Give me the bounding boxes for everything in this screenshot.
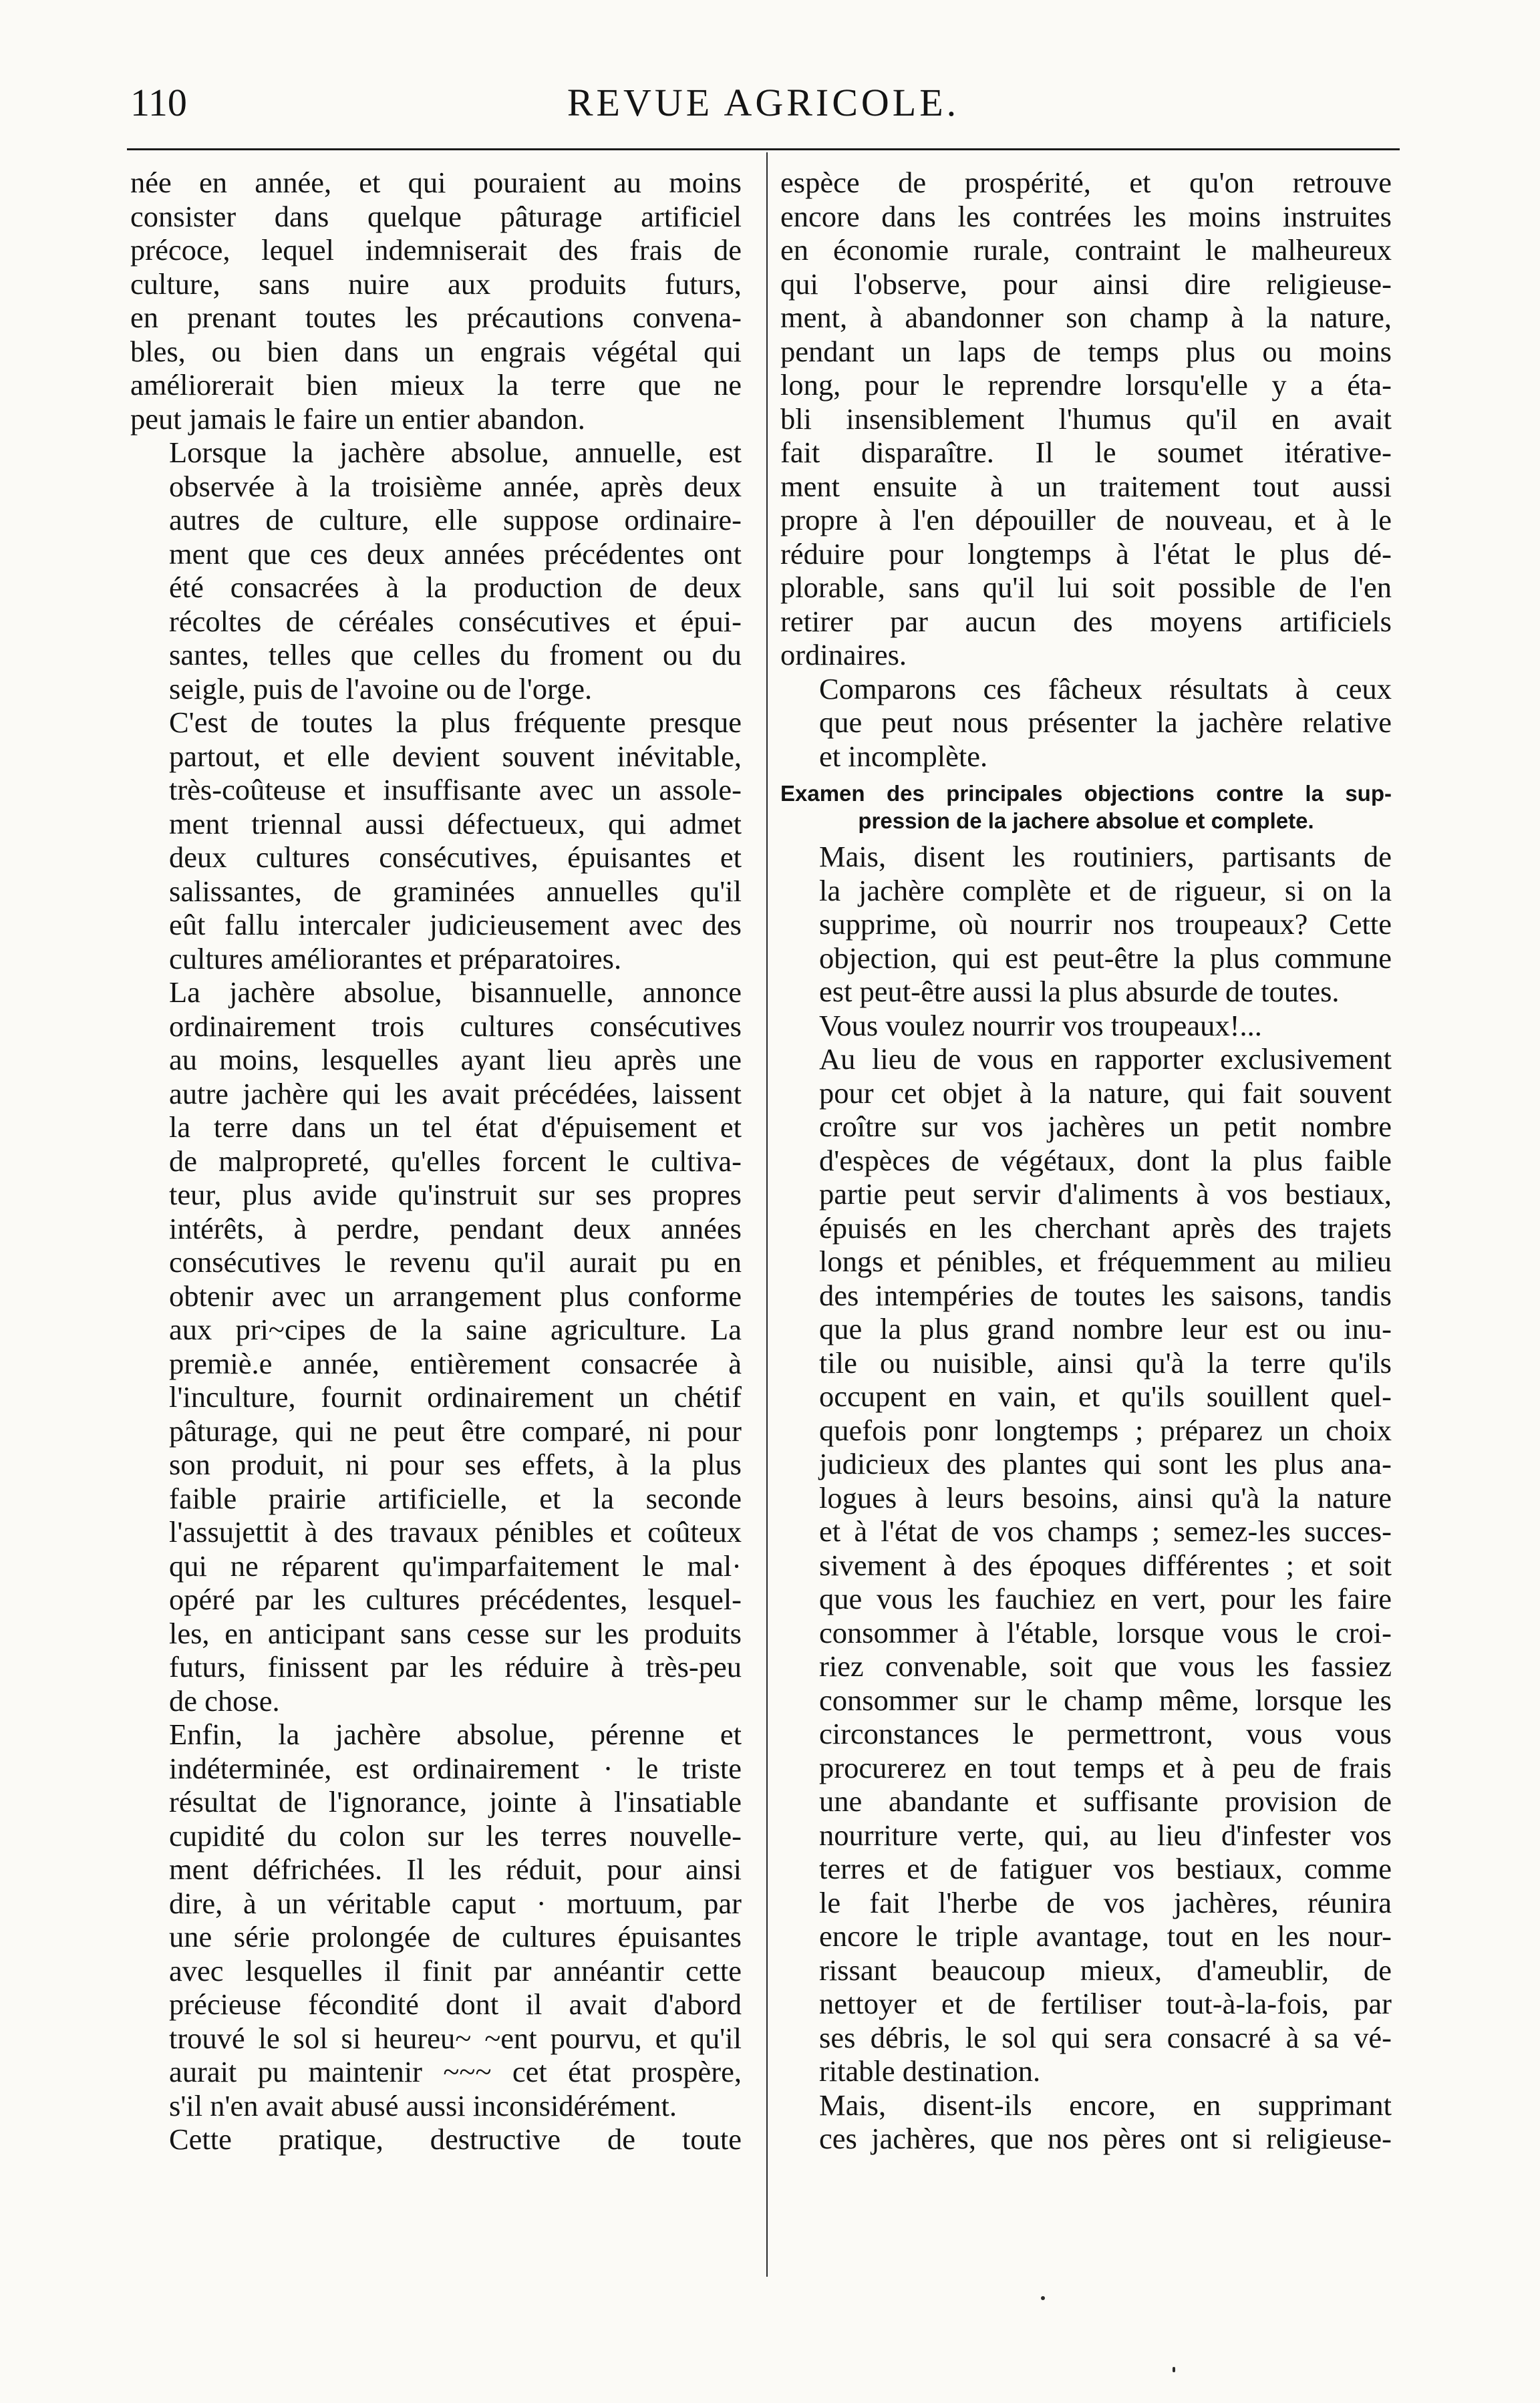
text-line: la jachère complète et de rigueur, si on la — [819, 873, 1392, 907]
text-line: salissantes, de graminées annuelles qu'il — [169, 874, 742, 908]
paragraph — [130, 2122, 742, 2156]
text-line: pour cet objet à la nature, qui fait souvent — [819, 1076, 1392, 1110]
text-line: de chose. — [169, 1684, 280, 1718]
text-line: consommer sur le champ même, lorsque les — [819, 1683, 1392, 1717]
text-line: ment triennal aussi défectueux, qui admet — [169, 806, 742, 840]
text-line: nourriture verte, qui, au lieu d'infester vos — [819, 1818, 1392, 1852]
text-line: épuisés en les cherchant après des trajets — [819, 1211, 1392, 1245]
text-line: partie peut servir d'aliments à vos bestiaux, — [819, 1177, 1392, 1211]
text-line: les, en anticipant sans cesse sur les produits — [169, 1616, 742, 1650]
text-line: en prenant toutes les précautions convena- — [130, 301, 742, 334]
text-line: espèce de prospérité, et qu'on retrouve — [780, 166, 1392, 199]
text-line: sivement à des époques différentes ; et soit — [819, 1548, 1392, 1582]
text-line: précieuse fécondité dont il avait d'abord — [169, 1987, 742, 2021]
text-line: qui ne réparent qu'imparfaitement le mal· — [169, 1549, 742, 1583]
text-line: que la plus grand nombre leur est ou inu- — [819, 1312, 1392, 1345]
text-line: C'est de toutes la plus fréquente presque — [169, 705, 742, 739]
text-line: nettoyer et de fertiliser tout-à-la-fois, par — [819, 1987, 1392, 2020]
text-line: encore le triple avantage, tout en les nour- — [819, 1919, 1392, 1953]
text-line: Comparons ces fâcheux résultats à ceux — [819, 671, 1392, 705]
paragraph — [780, 166, 1392, 672]
text-line: pendant un laps de temps plus ou moins — [780, 334, 1392, 368]
text-line: opéré par les cultures précédentes, lesquel- — [169, 1583, 742, 1616]
paragraph — [130, 975, 742, 1718]
paragraph — [780, 1009, 1392, 2088]
text-line: peut jamais le faire un entier abandon. — [130, 402, 585, 436]
text-line: très-coûteuse et insuffisante avec un assole- — [169, 773, 742, 806]
text-line: logues à leurs besoins, ainsi qu'à la nature — [819, 1480, 1392, 1514]
left-column — [130, 166, 742, 2156]
text-line: ment défrichées. Il les réduit, pour ainsi — [169, 1853, 742, 1886]
text-line: intérêts, à perdre, pendant deux années — [169, 1211, 742, 1245]
text-line: deux cultures consécutives, épuisantes et — [169, 840, 742, 874]
text-line: bles, ou bien dans un engrais végétal qui — [130, 334, 742, 368]
text-line: objection, qui est peut-être la plus commune — [819, 941, 1392, 975]
header-rule — [127, 148, 1400, 150]
text-line: au moins, lesquelles ayant lieu après une — [169, 1043, 742, 1076]
text-line: consommer à l'étable, lorsque vous le croi- — [819, 1615, 1392, 1649]
text-line: Au lieu de vous en rapporter exclusivement — [819, 1042, 1392, 1076]
text-line: terres et de fatiguer vos bestiaux, comme — [819, 1852, 1392, 1885]
text-line: judicieux des plantes qui sont les plus ana- — [819, 1447, 1392, 1480]
text-line: trouvé le sol si heureu~ ~ent pourvu, et qu'il — [169, 2021, 742, 2055]
text-line: ces jachères, que nos pères ont si religieuse- — [819, 2122, 1392, 2155]
text-line: fait disparaître. Il le soumet itérative- — [780, 436, 1392, 469]
page-number: 110 — [130, 81, 187, 124]
text-line: occupent en vain, et qu'ils souillent quel- — [819, 1380, 1392, 1413]
text-line: ment, à abandonner son champ à la nature, — [780, 301, 1392, 334]
text-line: aurait pu maintenir ~~~ cet état prospère, — [169, 2055, 742, 2088]
text-line: long, pour le reprendre lorsqu'elle y a éta- — [780, 368, 1392, 402]
text-line: teur, plus avide qu'instruit sur ses propres — [169, 1178, 742, 1211]
text-line: obtenir avec un arrangement plus conforme — [169, 1279, 742, 1313]
text-line: précoce, lequel indemniserait des frais de — [130, 233, 742, 267]
text-line: Lorsque la jachère absolue, annuelle, est — [169, 436, 742, 469]
text-line: d'espèces de végétaux, dont la plus faible — [819, 1143, 1392, 1177]
text-line: procurerez en tout temps et à peu de frais — [819, 1750, 1392, 1784]
text-line: l'assujettit à des travaux pénibles et coûteux — [169, 1515, 742, 1549]
paragraph — [780, 2088, 1392, 2156]
text-line: Mais, disent-ils encore, en supprimant — [819, 2088, 1392, 2122]
text-line: faible prairie artificielle, et la seconde — [169, 1481, 742, 1515]
text-line: seigle, puis de l'avoine ou de l'orge. — [169, 671, 593, 705]
text-line: dire, à un véritable caput · mortuum, par — [169, 1886, 742, 1920]
text-line: qui l'observe, pour ainsi dire religieuse- — [780, 267, 1392, 301]
text-line: culture, sans nuire aux produits futurs, — [130, 267, 742, 301]
text-line: que peut nous présenter la jachère relative — [819, 705, 1392, 739]
text-line: récoltes de céréales consécutives et épui- — [169, 604, 742, 638]
text-line: santes, telles que celles du froment ou du — [169, 638, 742, 671]
text-line: consister dans quelque pâturage artificiel — [130, 199, 742, 233]
text-line: longs et pénibles, et fréquemment au milieu — [819, 1245, 1392, 1278]
text-line: partout, et elle devient souvent inévitable, — [169, 739, 742, 773]
text-line: ment ensuite à un traitement tout aussi — [780, 469, 1392, 503]
text-line: la terre dans un tel état d'épuisement et — [169, 1110, 742, 1144]
text-line: en économie rurale, contraint le malheureux — [780, 233, 1392, 267]
text-line: est peut-être aussi la plus absurde de toutes. — [819, 975, 1340, 1008]
paragraph — [130, 1718, 742, 2122]
text-line: une abandante et suffisante provision de — [819, 1784, 1392, 1818]
text-line: Cette pratique, destructive de toute — [169, 2122, 742, 2156]
text-line: tile ou nuisible, ainsi qu'à la terre qu'ils — [819, 1345, 1392, 1380]
paragraph — [780, 672, 1392, 774]
text-line: bli insensiblement l'humus qu'il en avait — [780, 402, 1392, 436]
text-line: que vous les fauchiez en vert, pour les faire — [819, 1582, 1392, 1615]
text-line: ritable destination. — [819, 2054, 1041, 2088]
text-line: avec lesquelles il finit par annéantir cette — [169, 1953, 742, 1987]
ink-speck — [1041, 2296, 1045, 2300]
text-line: et à l'état de vos champs ; semez-les succes- — [819, 1514, 1392, 1548]
text-line: supprime, où nourrir nos troupeaux? Cette — [819, 907, 1392, 941]
text-line: La jachère absolue, bisannuelle, annonce — [169, 975, 742, 1009]
text-line: futurs, finissent par les réduire à très-peu — [169, 1650, 742, 1684]
right-column — [780, 166, 1392, 2156]
text-line: rissant beaucoup mieux, d'ameublir, de — [819, 1953, 1392, 1987]
heading-line: pression de la jachere absolue et complete. — [858, 808, 1314, 833]
text-line: ment que ces deux années précédentes ont — [169, 536, 742, 571]
text-line: née en année, et qui pouraient au moins — [130, 166, 742, 199]
text-line: circonstances le permettront, vous vous — [819, 1717, 1392, 1750]
text-line: Enfin, la jachère absolue, pérenne et — [169, 1718, 742, 1751]
paragraph — [780, 840, 1392, 1009]
text-line: ordinaires. — [780, 638, 907, 671]
text-line: premiè.e année, entièrement consacrée à — [169, 1346, 742, 1380]
text-line: consécutives le revenu qu'il aurait pu en — [169, 1245, 742, 1279]
text-line: plorable, sans qu'il lui soit possible de l'en — [780, 571, 1392, 604]
text-line: ordinairement trois cultures consécutives — [169, 1009, 742, 1043]
text-line: des intempéries de toutes les saisons, tandis — [819, 1278, 1392, 1312]
text-line: Vous voulez nourrir vos troupeaux!... — [819, 1008, 1262, 1042]
text-line: croître sur vos jachères un petit nombre — [819, 1110, 1392, 1143]
text-line: et incomplète. — [819, 739, 988, 773]
text-line: cultures améliorantes et préparatoires. — [169, 941, 622, 975]
journal-title: REVUE AGRICOLE. — [567, 81, 960, 124]
text-line: s'il n'en avait abusé aussi inconsidérément. — [169, 2088, 677, 2122]
text-line: réduire pour longtemps à l'état le plus dé- — [780, 536, 1392, 571]
text-line: résultat de l'ignorance, jointe à l'insatiable — [169, 1785, 742, 1818]
running-header — [130, 80, 1396, 134]
text-line: autre jachère qui les avait précédées, laissent — [169, 1076, 742, 1110]
text-line: eût fallu intercaler judicieusement avec des — [169, 908, 742, 941]
text-line: observée à la troisième année, après deux — [169, 469, 742, 503]
text-line: l'inculture, fournit ordinairement un chétif — [169, 1380, 742, 1414]
paragraph — [130, 436, 742, 705]
section-heading — [780, 780, 1392, 834]
paragraph — [130, 166, 742, 436]
text-line: autres de culture, elle suppose ordinaire- — [169, 503, 742, 536]
text-line: son produit, ni pour ses effets, à la plus — [169, 1448, 742, 1481]
text-line: aux pri~cipes de la saine agriculture. La — [169, 1313, 742, 1346]
paragraph — [130, 705, 742, 975]
text-line: encore dans les contrées les moins instruites — [780, 199, 1392, 233]
text-line: quefois ponr longtemps ; préparez un choix — [819, 1413, 1392, 1447]
heading-line: Examen des principales objections contre la sup- — [780, 781, 1392, 806]
ink-speck — [1173, 2367, 1175, 2372]
text-line: été consacrées à la production de deux — [169, 571, 742, 604]
text-line: améliorerait bien mieux la terre que ne — [130, 368, 742, 402]
text-line: retirer par aucun des moyens artificiels — [780, 604, 1392, 638]
text-line: riez convenable, soit que vous les fassiez — [819, 1649, 1392, 1683]
text-line: pâturage, qui ne peut être comparé, ni pour — [169, 1414, 742, 1448]
text-line: le fait l'herbe de vos jachères, réunira — [819, 1885, 1392, 1919]
text-line: propre à l'en dépouiller de nouveau, et à le — [780, 503, 1392, 536]
column-divider — [766, 152, 768, 2277]
text-line: ses débris, le sol qui sera consacré à sa vé- — [819, 2020, 1392, 2054]
text-line: une série prolongée de cultures épuisantes — [169, 1920, 742, 1953]
text-line: Mais, disent les routiniers, partisants de — [819, 840, 1392, 873]
text-line: de malpropreté, qu'elles forcent le cultiva- — [169, 1144, 742, 1178]
text-line: indéterminée, est ordinairement · le triste — [169, 1751, 742, 1785]
text-line: cupidité du colon sur les terres nouvelle- — [169, 1818, 742, 1853]
